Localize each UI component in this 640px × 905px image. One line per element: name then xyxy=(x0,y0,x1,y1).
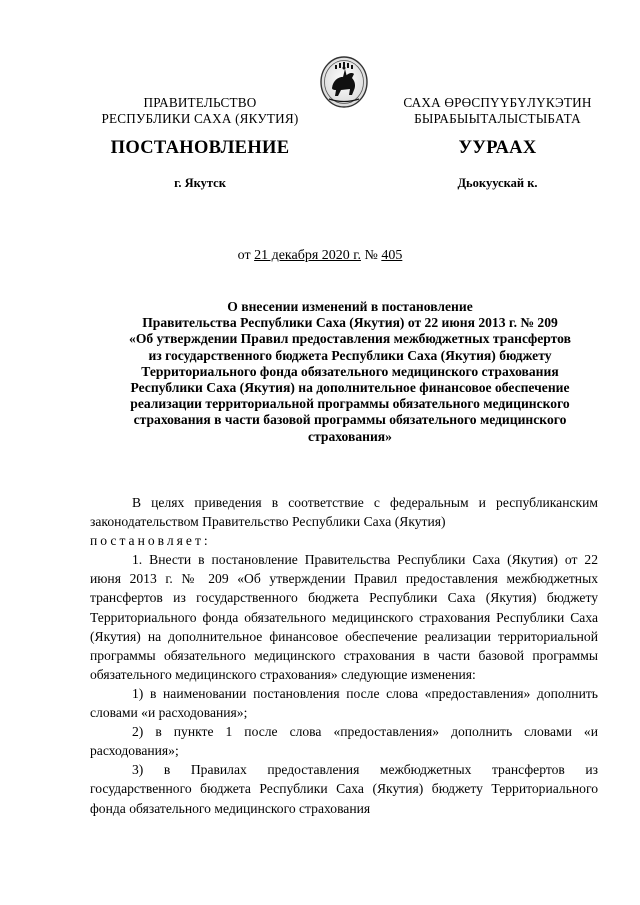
date-prefix: от xyxy=(237,248,251,263)
org-right-line2: БЫРАБЫЫТАЛЫСТЫБАТА xyxy=(414,111,581,126)
decree-body xyxy=(90,493,598,818)
city-yakut: Дьокуускай к. xyxy=(457,176,538,190)
title-line: Правительства Республики Саха (Якутия) от 22 июня 2013 г. № 209 xyxy=(142,315,558,331)
resolves-text: постановляет: xyxy=(90,533,211,549)
title-line: из государственного бюджета Республики Саха (Якутия) бюджету xyxy=(148,347,552,363)
resolves-paragraph xyxy=(90,531,598,550)
org-left-line2: РЕСПУБЛИКИ САХА (ЯКУТИЯ) xyxy=(101,111,299,126)
title-line: О внесении изменений в постановление xyxy=(227,299,473,314)
title-line: Территориального фонда обязательного медицинского страхования xyxy=(141,363,559,379)
decree-date: 21 декабря 2020 г. xyxy=(254,248,361,263)
number-label: № xyxy=(364,248,378,263)
title-line: реализации территориальной программы обязательного медицинского xyxy=(130,396,570,412)
preamble-text: В целях приведения в соответствие с федеральным и республиканским законодательством Правительство Республики Саха (Якутия) xyxy=(90,495,598,530)
org-right-line1: САХА ӨРӨСПҮҮБҮЛҮКЭТИН xyxy=(403,95,592,110)
item-1-paragraph: 1. Внести в постановление Правительства Республики Саха (Якутия) от 22 июня 2013 г. № 209 «Об утверждении Правил предоставления межбюджетных трансфертов из государственного бюджета Республики Саха (Якутия) бюджету Территориального фонда обязательного медицинского страхования Республики Саха (Якутия) на дополнительное финансовое обеспечение реализации территориальной программы обязательного медицинского страхования в части базовой программы обязательного медицинского страхования» следующие изменения: xyxy=(90,552,598,682)
government-name-russian xyxy=(100,95,300,127)
decree-title xyxy=(100,299,600,445)
title-line: страхования в части базовой программы обязательного медицинского xyxy=(133,412,567,428)
title-line: «Об утверждении Правил предоставления межбюджетных трансфертов xyxy=(129,331,571,347)
title-line: страхования» xyxy=(308,428,392,444)
org-left-line1: ПРАВИТЕЛЬСТВО xyxy=(143,95,257,110)
preamble-paragraph xyxy=(90,493,598,531)
subitem-3-paragraph: 3) в Правилах предоставления межбюджетных трансфертов из государственного бюджета Республики Саха (Якутия) бюджету Территориального фонда обязательного медицинского страхования xyxy=(90,762,598,816)
doc-type-yakut: УУРААХ xyxy=(458,138,537,158)
city-russian: г. Якутск xyxy=(174,176,226,190)
subitem-1-paragraph: 1) в наименовании постановления после слова «предоставления» дополнить словами «и расходования»; xyxy=(90,685,598,721)
government-name-yakut xyxy=(390,95,605,127)
title-line: Республики Саха (Якутия) на дополнительное финансовое обеспечение xyxy=(130,380,570,396)
coat-of-arms-emblem xyxy=(319,55,369,109)
decree-number: 405 xyxy=(381,248,403,263)
date-line xyxy=(0,248,640,264)
subitem-2-paragraph: 2) в пункте 1 после слова «предоставления» дополнить словами «и расходования»; xyxy=(90,724,598,759)
doc-type-russian: ПОСТАНОВЛЕНИЕ xyxy=(110,138,290,158)
